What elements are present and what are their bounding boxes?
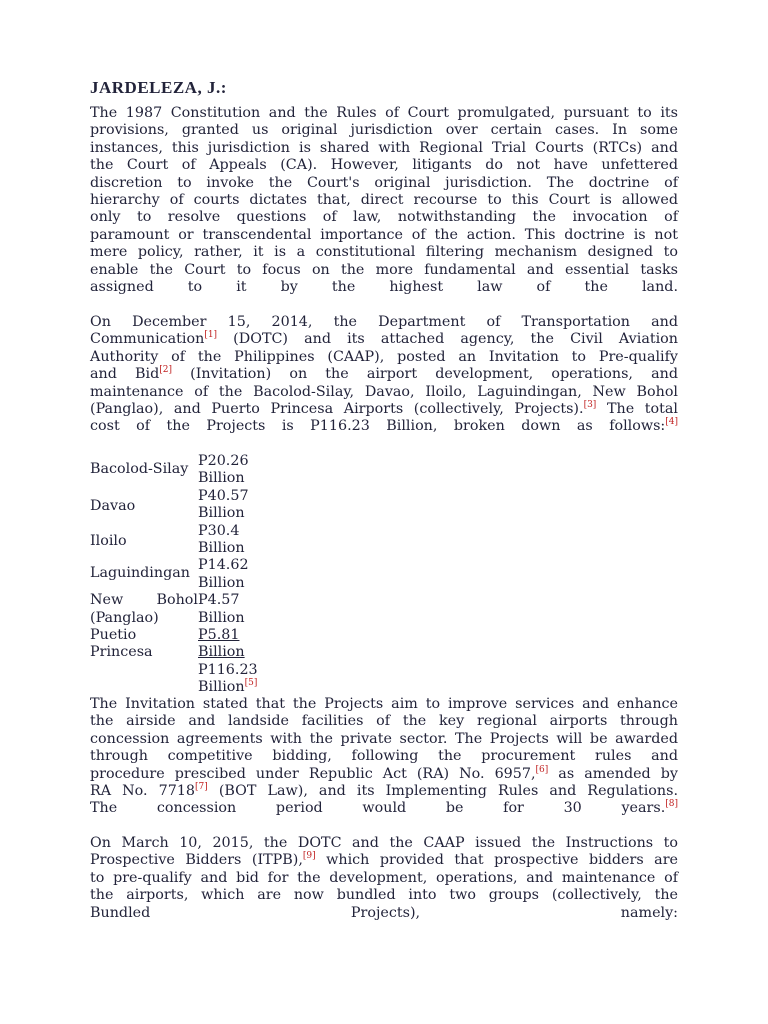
paragraph-2 xyxy=(90,314,678,436)
text-line: through competitive bidding, following the procurement rules and xyxy=(90,748,678,765)
text-span: which provided that prospective bidders are xyxy=(315,852,678,869)
total-amount: P116.23 xyxy=(198,661,258,678)
text-line: concession agreements with the private sector. The Projects will be awarded xyxy=(90,730,678,747)
text-span: and Bid xyxy=(90,366,160,383)
footnote-link[interactable]: [5] xyxy=(244,678,258,689)
table-row xyxy=(90,592,268,627)
text-line: the Court of Appeals (CA). However, litigants do not have unfettered xyxy=(90,157,678,174)
text-line: the airside and landside facilities of the key regional airports through xyxy=(90,713,678,730)
text-line: On March 10, 2015, the DOTC and the CAAP issued the Instructions to xyxy=(90,835,678,851)
cost-amount: P20.26 xyxy=(198,453,249,469)
cost-cell xyxy=(198,557,268,592)
total-cell xyxy=(198,662,268,697)
text-span: (BOT Law), and its Implementing Rules and Regulations. xyxy=(207,783,678,800)
footnote-link[interactable]: [6] xyxy=(535,764,549,775)
cost-amount: P40.57 xyxy=(198,487,249,504)
airport-name: Laguindingan xyxy=(90,565,190,582)
cost-cell xyxy=(198,592,268,627)
airport-name xyxy=(90,592,198,627)
text-line: enable the Court to focus on the more fundamental and essential tasks xyxy=(90,261,678,278)
text-line xyxy=(90,852,678,869)
table-row-total xyxy=(90,662,268,697)
airport-name: Davao xyxy=(90,497,136,514)
cost-unit: Billion xyxy=(198,609,245,626)
text-span: (Invitation) on the airport development, operations, and xyxy=(172,366,678,383)
text-line: only to resolve questions of law, notwithstanding the invocation of xyxy=(90,209,678,226)
text-line xyxy=(90,366,678,383)
cost-cell xyxy=(198,523,268,558)
text-line: instances, this jurisdiction is shared with Regional Trial Courts (RTCs) and xyxy=(90,139,678,156)
text-line: provisions, granted us original jurisdiction over certain cases. In some xyxy=(90,122,678,139)
text-span: (DOTC) and its attached agency, the Civil Aviation xyxy=(217,331,678,348)
cost-unit: Billion xyxy=(198,540,245,557)
cost-table xyxy=(90,453,268,697)
airport-name: Bacolod-Silay xyxy=(90,461,189,477)
airport-name-line: Princesa xyxy=(90,644,153,661)
table-row xyxy=(90,488,268,523)
text-span: cost of the Projects is P116.23 Billion, broken down as follows: xyxy=(90,418,666,435)
airport-name xyxy=(90,627,198,662)
text-span: Communication xyxy=(90,331,205,348)
table-row xyxy=(90,453,268,488)
text-line: Bundled Projects), namely: xyxy=(90,904,678,921)
footnote-link[interactable]: [3] xyxy=(583,400,597,411)
text-line xyxy=(90,766,678,783)
text-line: On December 15, 2014, the Department of Transportation and xyxy=(90,314,678,330)
text-line xyxy=(90,800,678,817)
cost-amount: P4.57 xyxy=(198,592,240,609)
text-span: Prospective Bidders (ITPB), xyxy=(90,852,303,869)
footnote-link[interactable]: [7] xyxy=(195,782,208,793)
text-span: The total xyxy=(596,401,678,418)
text-line: to pre-qualify and bid for the development, operations, and maintenance of xyxy=(90,869,678,886)
text-line: Authority of the Philippines (CAAP), posted an Invitation to Pre-qualify xyxy=(90,348,678,365)
footnote-link[interactable]: [4] xyxy=(665,417,678,428)
footnote-link[interactable]: [2] xyxy=(159,365,172,376)
text-line: hierarchy of courts dictates that, direct recourse to this Court is allowed xyxy=(90,192,678,209)
table-row xyxy=(90,557,268,592)
text-line xyxy=(90,401,678,418)
text-line: The Invitation stated that the Projects aim to improve services and enhance xyxy=(90,696,678,712)
total-unit-line xyxy=(198,679,268,696)
text-line: paramount or transcendental importance of the action. This doctrine is not xyxy=(90,226,678,243)
total-unit: Billion xyxy=(198,679,245,696)
footnote-link[interactable]: [1] xyxy=(204,330,218,341)
table-row xyxy=(90,523,268,558)
text-line: The 1987 Constitution and the Rules of Court promulgated, pursuant to its xyxy=(90,105,678,121)
airport-name: Iloilo xyxy=(90,532,127,549)
text-span: RA No. 7718 xyxy=(90,783,196,800)
airport-name-line: (Panglao) xyxy=(90,609,159,626)
text-line: assigned to it by the highest law of the land. xyxy=(90,279,678,296)
text-line xyxy=(90,418,678,435)
text-span: (Panglao), and Puerto Princesa Airports (collectively, Projects). xyxy=(90,401,584,418)
text-line: discretion to invoke the Court's original jurisdiction. The doctrine of xyxy=(90,174,678,191)
cost-cell xyxy=(198,488,268,523)
text-line: maintenance of the Bacolod-Silay, Davao, Iloilo, Laguindingan, New Bohol xyxy=(90,383,678,400)
cost-amount: P14.62 xyxy=(198,557,249,574)
cost-cell xyxy=(198,453,268,488)
text-span: The concession period would be for 30 years. xyxy=(90,800,666,817)
text-span: procedure prescibed under Republic Act (RA) No. 6957, xyxy=(90,765,536,782)
cost-amount: P5.81 xyxy=(198,627,240,644)
text-line xyxy=(90,331,678,348)
footnote-link[interactable]: [9] xyxy=(302,851,316,862)
paragraph-4 xyxy=(90,835,678,922)
text-line: the airports, which are now bundled into two groups (collectively, the xyxy=(90,887,678,904)
airport-name-line: New Bohol xyxy=(90,592,198,609)
cost-unit: Billion xyxy=(198,574,245,591)
cost-cell xyxy=(198,627,268,662)
text-line xyxy=(90,783,678,800)
paragraph-3 xyxy=(90,696,678,818)
author-heading: JARDELEZA, J.: xyxy=(90,78,227,97)
text-span: as amended by xyxy=(548,765,678,782)
cost-unit: Billion xyxy=(198,470,245,487)
airport-name-line: Puetio xyxy=(90,627,137,644)
total-label-empty xyxy=(90,662,198,697)
cost-unit: Billion xyxy=(198,505,245,522)
cost-amount: P30.4 xyxy=(198,522,240,539)
paragraph-1 xyxy=(90,105,678,296)
table-row xyxy=(90,627,268,662)
text-line: mere policy, rather, it is a constitutional filtering mechanism designed to xyxy=(90,244,678,261)
cost-unit: Billion xyxy=(198,644,245,661)
footnote-link[interactable]: [8] xyxy=(665,799,678,810)
